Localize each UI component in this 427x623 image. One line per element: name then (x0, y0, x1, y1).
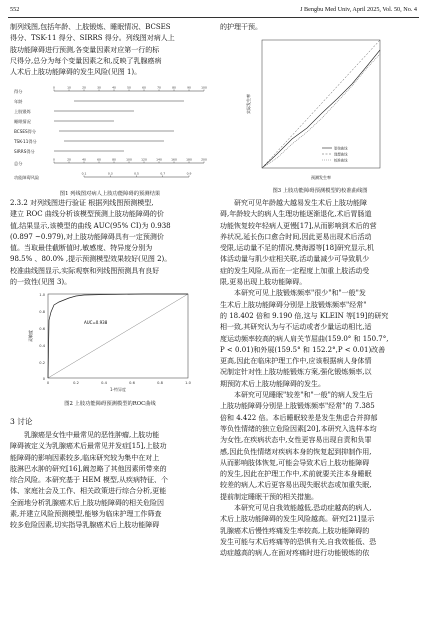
right-top-line: 的护理干预。 (220, 23, 262, 31)
text-line: 尺得分,总分为每个变量因素之和,反映了乳腺癌病 (10, 56, 162, 65)
nomogram-tick-label: 140 (156, 157, 162, 162)
roc-x-tick: 1.0 (185, 381, 191, 385)
text-line: 相一致,其研究认为与不运动或者少量运动相比,适 (220, 323, 372, 332)
text-line: 乳腺癌是女性中最常见的恶性肿瘤,上肢功能 (24, 431, 160, 439)
nomogram-tick-label: 40 (112, 85, 116, 90)
nomogram-tick-label: 160 (171, 157, 177, 162)
text-line: P < 0.01)和外展(159.5° 和 152.2°,P < 0.01)改善 (220, 345, 386, 354)
text-line: 肢功能障碍进行预测,各变量因素对应第一行的标 (10, 45, 160, 54)
text-line: 的一致性(见图 3)。 (10, 278, 72, 287)
nomogram-tick-label: 200 (201, 157, 207, 162)
roc-y-label: 灵敏度 (28, 330, 33, 342)
roc-reference-line (48, 294, 188, 378)
roc-x-tick: 0.2 (73, 381, 79, 385)
journal-header: J Bengbu Med Univ, April 2025, Vol. 50, No. 4 (300, 6, 417, 13)
nomogram-tick-label: 40 (82, 157, 86, 162)
figure1-caption: 图1 列线图对病人上肢功能障碍的预测结果 (59, 191, 161, 197)
text-line: 的 18.402 倍和 9.190 倍,这与 KLEIN 等[19]的研究 (220, 311, 389, 320)
text-line: 从而影响肢体恢复,可能会导致术后上肢功能障碍 (220, 458, 370, 467)
text-line: 98.5% 、80.0% ,提示预测模型效果较好(见图 2)。 (10, 255, 172, 264)
text-line: 碍,年龄较大的病人生理功能逐渐退化,术后胃肠道 (220, 210, 372, 219)
row-label: 总分 (14, 161, 23, 166)
roc-y-tick: 0 (42, 377, 45, 381)
nomogram-figure (14, 85, 210, 188)
text-line: 受限,运动量不足的情况,樊海源等[18]研究显示,机 (220, 244, 375, 253)
text-line: 症的发生风险,从而在一定程度上加重上肢活动受 (220, 266, 370, 275)
nomogram-tick-label: 60 (97, 157, 101, 162)
nomogram-tick-label: 0 (53, 85, 55, 90)
text-line: 发生可能与术后疼痛等的恐惧有关,自我效能低、恐 (220, 537, 377, 546)
text-line: 校准曲线图显示,实际观察和列线图预测具有良好 (10, 266, 160, 275)
text-line: 等负性情绪的独立危险因素[20],本研究入选样本均 (220, 424, 377, 433)
nomogram-tick-label: 180 (186, 157, 192, 162)
nomogram-tick-label: 20 (67, 157, 71, 162)
text-line: 值。当取最佳截断值时,敏感度、特异度分别为 (10, 244, 153, 253)
text-line: 2.3.2 对列线图进行验证 根据列线图预测模型, (10, 199, 154, 207)
nomogram-tick-label: 80 (172, 85, 176, 90)
row-label: BCSES得分 (14, 129, 37, 134)
text-line: 素,并建立风险预测模型,能够为临床护理工作筛查 (10, 510, 162, 519)
intro-paragraph (10, 22, 210, 78)
text-line: 期预防术后上肢功能障碍的发生。 (220, 379, 325, 388)
nomogram-tick-label: 60 (142, 85, 146, 90)
text-line: 况制定针对性上肢功能锻炼方案,强化锻炼频率,以 (220, 368, 372, 377)
nomogram-tick-label: 10 (67, 85, 71, 90)
row-label: 年龄 (14, 99, 23, 104)
text-line: 倍和 4.422 倍。本后睡眠较差是发生焦虑合并抑郁 (220, 413, 378, 422)
calibration-figure (222, 36, 418, 184)
text-line: 建立 ROC 曲线分析该模型预测上肢功能障碍的价 (10, 210, 164, 219)
roc-y-tick: 0.2 (39, 361, 45, 365)
text-line: 感,因此负性情绪对疾病本身的恢复起到抑制作用, (220, 447, 372, 456)
text-line: 全面地分析乳腺癌术后上肢功能障碍的相关危险因 (10, 498, 164, 507)
text-line: 生术后上肢功能障碍分别是上肢锻炼频率"经常" (220, 300, 367, 309)
nomogram-tick-label: 50 (127, 85, 131, 90)
nomogram-tick-label: 0.9 (186, 171, 192, 176)
legend-entry: 校准曲线 (334, 158, 348, 163)
text-line: 值,结果显示,该模型的曲线 AUC(95% CI)为 0.938 (10, 221, 171, 230)
text-line: 限,更易出现上肢功能障碍。 (220, 278, 307, 287)
nomogram-tick-label: 20 (82, 85, 86, 90)
nomogram-tick-label: 0.1 (81, 171, 87, 176)
nomogram-tick-label: 0.5 (134, 171, 139, 176)
nomogram-tick-label: 0 (53, 157, 55, 162)
text-line: (0.897 ~0.979),对上肢功能障碍具有一定预测价 (10, 232, 164, 241)
nomogram-tick-label: 80 (112, 157, 116, 162)
text-line: 术后上肢功能障碍的发生风险越高。研究[21]显示 (220, 515, 375, 524)
page-number: 552 (10, 6, 20, 13)
row-label: 功能障碍风险 (14, 175, 40, 180)
legend-entry: 理想曲线 (334, 152, 348, 157)
text-line: 能障碍的影响因素较多,临床研究较为集中在对上 (10, 453, 160, 462)
text-line: 较多危险因素,切实指导乳腺癌术后上肢功能障碍 (10, 521, 160, 530)
roc-figure (24, 290, 204, 396)
text-line: 乳腺癌术后慢性疼痛发生率较高,上肢功能障碍的 (220, 526, 370, 535)
text-line: 度运动频率较高的病人肩关节屈曲(159.0° 和 150.7°, (220, 334, 389, 343)
text-line: 更高,因此在临床护理工作中,应该根据病人身体情 (220, 357, 372, 366)
nomogram-tick-label: 70 (157, 85, 161, 90)
section-3-title: 3 讨论 (10, 417, 33, 426)
section-2-3-2 (10, 198, 210, 288)
text-line: 肢淋巴水肿的研究[16],阚忽略了其他因素所带来的 (10, 464, 167, 473)
row-label: TSK-11得分 (14, 139, 37, 144)
section-3-body (10, 430, 210, 532)
row-label: 上肢锻炼 (14, 109, 31, 114)
nomogram-tick-label: 90 (187, 85, 191, 90)
text-line: 体活动量与肌少症相关联,活动量减少可导致肌少 (220, 255, 370, 264)
roc-x-tick: 0.4 (101, 381, 107, 385)
calib-x-label: 预测发生率 (311, 175, 331, 180)
text-line: 体、家庭社会及工作、相关政策进行综合分析,更能 (10, 487, 167, 496)
text-line: 功能恢复较年轻病人更慢[17],从而影响到术后的营 (220, 221, 377, 230)
nomogram-tick-label: 120 (141, 157, 147, 162)
apparent-line (262, 50, 380, 168)
text-line: 本研究可见上肢锻炼频率"很少"和"一般"发 (234, 289, 366, 298)
row-label: SIRRS得分 (14, 149, 35, 154)
roc-x-label: 1-特异度 (110, 387, 126, 392)
right-column-body (220, 198, 420, 560)
legend-entry: 原始曲线 (334, 146, 348, 151)
text-line: 人术后上肢功能障碍的发生风险(见图 1)。 (10, 68, 142, 77)
text-line: 的发生,因此在护理工作中,术前就要关注本身睡眠 (220, 470, 372, 479)
text-line: 制列线图,包括年龄、上肢锻炼、睡眠情况、BCSES (10, 23, 171, 31)
text-line: 本研究可见自我效能越低,恐动症越高的病人, (234, 504, 372, 513)
nomogram-tick-label: 30 (97, 85, 101, 90)
roc-x-tick: 0.6 (129, 381, 135, 385)
roc-x-tick: 0.8 (157, 381, 163, 385)
row-label: 睡眠情况 (14, 119, 31, 124)
nomogram-tick-label: 100 (126, 157, 132, 162)
text-line: 本研究可见睡眠"较差"和"一般"的病人发生后 (234, 391, 373, 400)
figure2-caption: 图2 上肢功能障碍预测模型的ROC曲线 (64, 401, 156, 407)
roc-y-tick: 0.6 (39, 327, 45, 331)
roc-y-tick: 0.8 (39, 310, 45, 314)
text-line: 较差的病人,术后更容易出现失眠状态或加重失眠, (220, 481, 372, 490)
nomogram-tick-label: 0.3 (107, 171, 113, 176)
roc-y-tick: 1.0 (39, 293, 45, 297)
text-line: 养状况,延长伤口愈合时间,因此更易出现术后活动 (220, 232, 372, 241)
calib-y-label: 实际发生率 (246, 94, 251, 114)
text-line: 为女性,在疾病状态中,女性更容易出现自责和负罪 (220, 436, 372, 445)
ideal-line (262, 40, 380, 168)
text-line: 综合风险。本研究基于 HEM 模型,从疾病特征、个 (10, 476, 169, 485)
text-line: 得分、TSK-11 得分、SIRRS 得分。列线图对病人上 (10, 34, 175, 43)
text-line: 上肢功能障碍分别是上肢锻炼频率"经常"的 7.385 (220, 402, 375, 411)
header-rule (8, 17, 419, 18)
text-line: 障碍被定义为乳腺癌术后最常见并发症[15],上肢功 (10, 442, 167, 451)
roc-x-tick: 0 (46, 381, 50, 385)
nomogram-tick-label: 0.7 (160, 171, 166, 176)
figure3-caption: 图3 上肢功能障碍预测模型的校准曲线图 (272, 188, 368, 194)
row-label: 得分 (14, 89, 23, 94)
auc-label: AUC=0.938 (84, 320, 108, 325)
text-line: 研究可见年龄越大越易发生术后上肢功能障 (234, 199, 367, 207)
roc-y-tick: 0.4 (39, 344, 45, 348)
text-line: 动症越高的病人,在面对疼痛时进行功能锻炼的依 (220, 549, 370, 558)
text-line: 提前制定睡眠干预的相关措施。 (220, 492, 318, 501)
nomogram-tick-label: 100 (201, 85, 207, 90)
